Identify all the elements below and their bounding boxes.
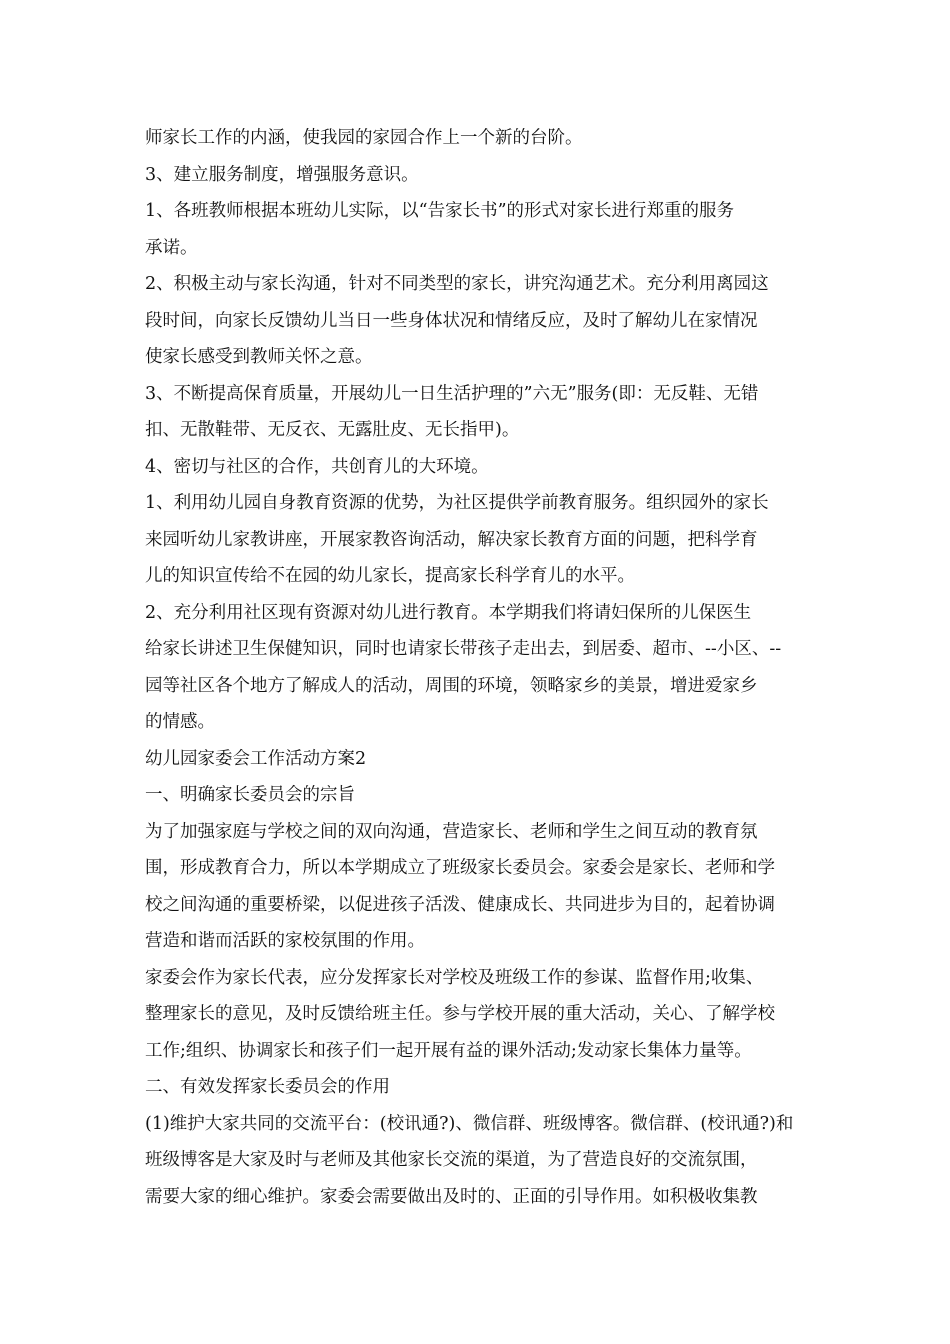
text-line: 园等社区各个地方了解成人的活动，周围的环境，领略家乡的美景，增进爱家乡 (145, 675, 758, 696)
text-line: 1、各班教师根据本班幼儿实际，以“告家长书”的形式对家长进行郑重的服务 (145, 201, 735, 221)
text-line: 一、明确家长委员会的宗旨 (145, 785, 355, 805)
text-line: (1)维护大家共同的交流平台：(校讯通?)、微信群、班级博客。微信群、(校讯通?)和 (145, 1113, 794, 1134)
text-line: 的情感。 (145, 712, 215, 732)
document-body (145, 120, 810, 1215)
text-line: 师家长工作的内涵，使我园的家园合作上一个新的台阶。 (145, 128, 583, 148)
text-line: 工作;组织、协调家长和孩子们一起开展有益的课外活动;发动家长集体力量等。 (145, 1040, 752, 1061)
text-line: 3、不断提高保育质量，开展幼儿一日生活护理的”六无”服务(即：无反鞋、无错 (145, 383, 759, 404)
text-line: 围，形成教育合力，所以本学期成立了班级家长委员会。家委会是家长、老师和学 (145, 858, 775, 878)
text-line: 整理家长的意见，及时反馈给班主任。参与学校开展的重大活动，关心、了解学校 (145, 1004, 775, 1024)
text-line: 2、充分利用社区现有资源对幼儿进行教育。本学期我们将请妇保所的儿保医生 (145, 602, 752, 623)
text-line: 1、利用幼儿园自身教育资源的优势，为社区提供学前教育服务。组织园外的家长 (145, 493, 769, 513)
text-line: 给家长讲述卫生保健知识，同时也请家长带孩子走出去，到居委、超市、--小区、-- (145, 639, 782, 659)
text-line: 3、建立服务制度，增强服务意识。 (145, 164, 419, 185)
text-line: 2、积极主动与家长沟通，针对不同类型的家长，讲究沟通艺术。充分利用离园这 (145, 274, 769, 294)
text-line: 校之间沟通的重要桥梁，以促进孩子活泼、健康成长、共同进步为目的，起着协调 (145, 894, 775, 915)
text-line: 需要大家的细心维护。家委会需要做出及时的、正面的引导作用。如积极收集教 (145, 1186, 758, 1207)
text-line: 使家长感受到教师关怀之意。 (145, 347, 373, 367)
text-line: 来园听幼儿家教讲座，开展家教咨询活动，解决家长教育方面的问题，把科学育 (145, 529, 758, 550)
text-line: 4、密切与社区的合作，共创育儿的大环境。 (145, 456, 489, 477)
text-line: 二、有效发挥家长委员会的作用 (145, 1077, 390, 1097)
text-line: 班级博客是大家及时与老师及其他家长交流的渠道，为了营造良好的交流氛围， (145, 1150, 758, 1170)
text-line: 为了加强家庭与学校之间的双向沟通，营造家长、老师和学生之间互动的教育氛 (145, 821, 758, 842)
text-line: 营造和谐而活跃的家校氛围的作用。 (145, 931, 425, 951)
text-line: 儿的知识宣传给不在园的幼儿家长，提高家长科学育儿的水平。 (145, 566, 635, 586)
text-line: 承诺。 (145, 237, 198, 258)
text-line: 家委会作为家长代表，应分发挥家长对学校及班级工作的参谋、监督作用;收集、 (145, 967, 764, 988)
text-line: 段时间，向家长反馈幼儿当日一些身体状况和情绪反应，及时了解幼儿在家情况 (145, 310, 758, 331)
text-line: 扣、无散鞋带、无反衣、无露肚皮、无长指甲)。 (145, 420, 520, 440)
text-line: 幼儿园家委会工作活动方案2 (145, 748, 367, 769)
